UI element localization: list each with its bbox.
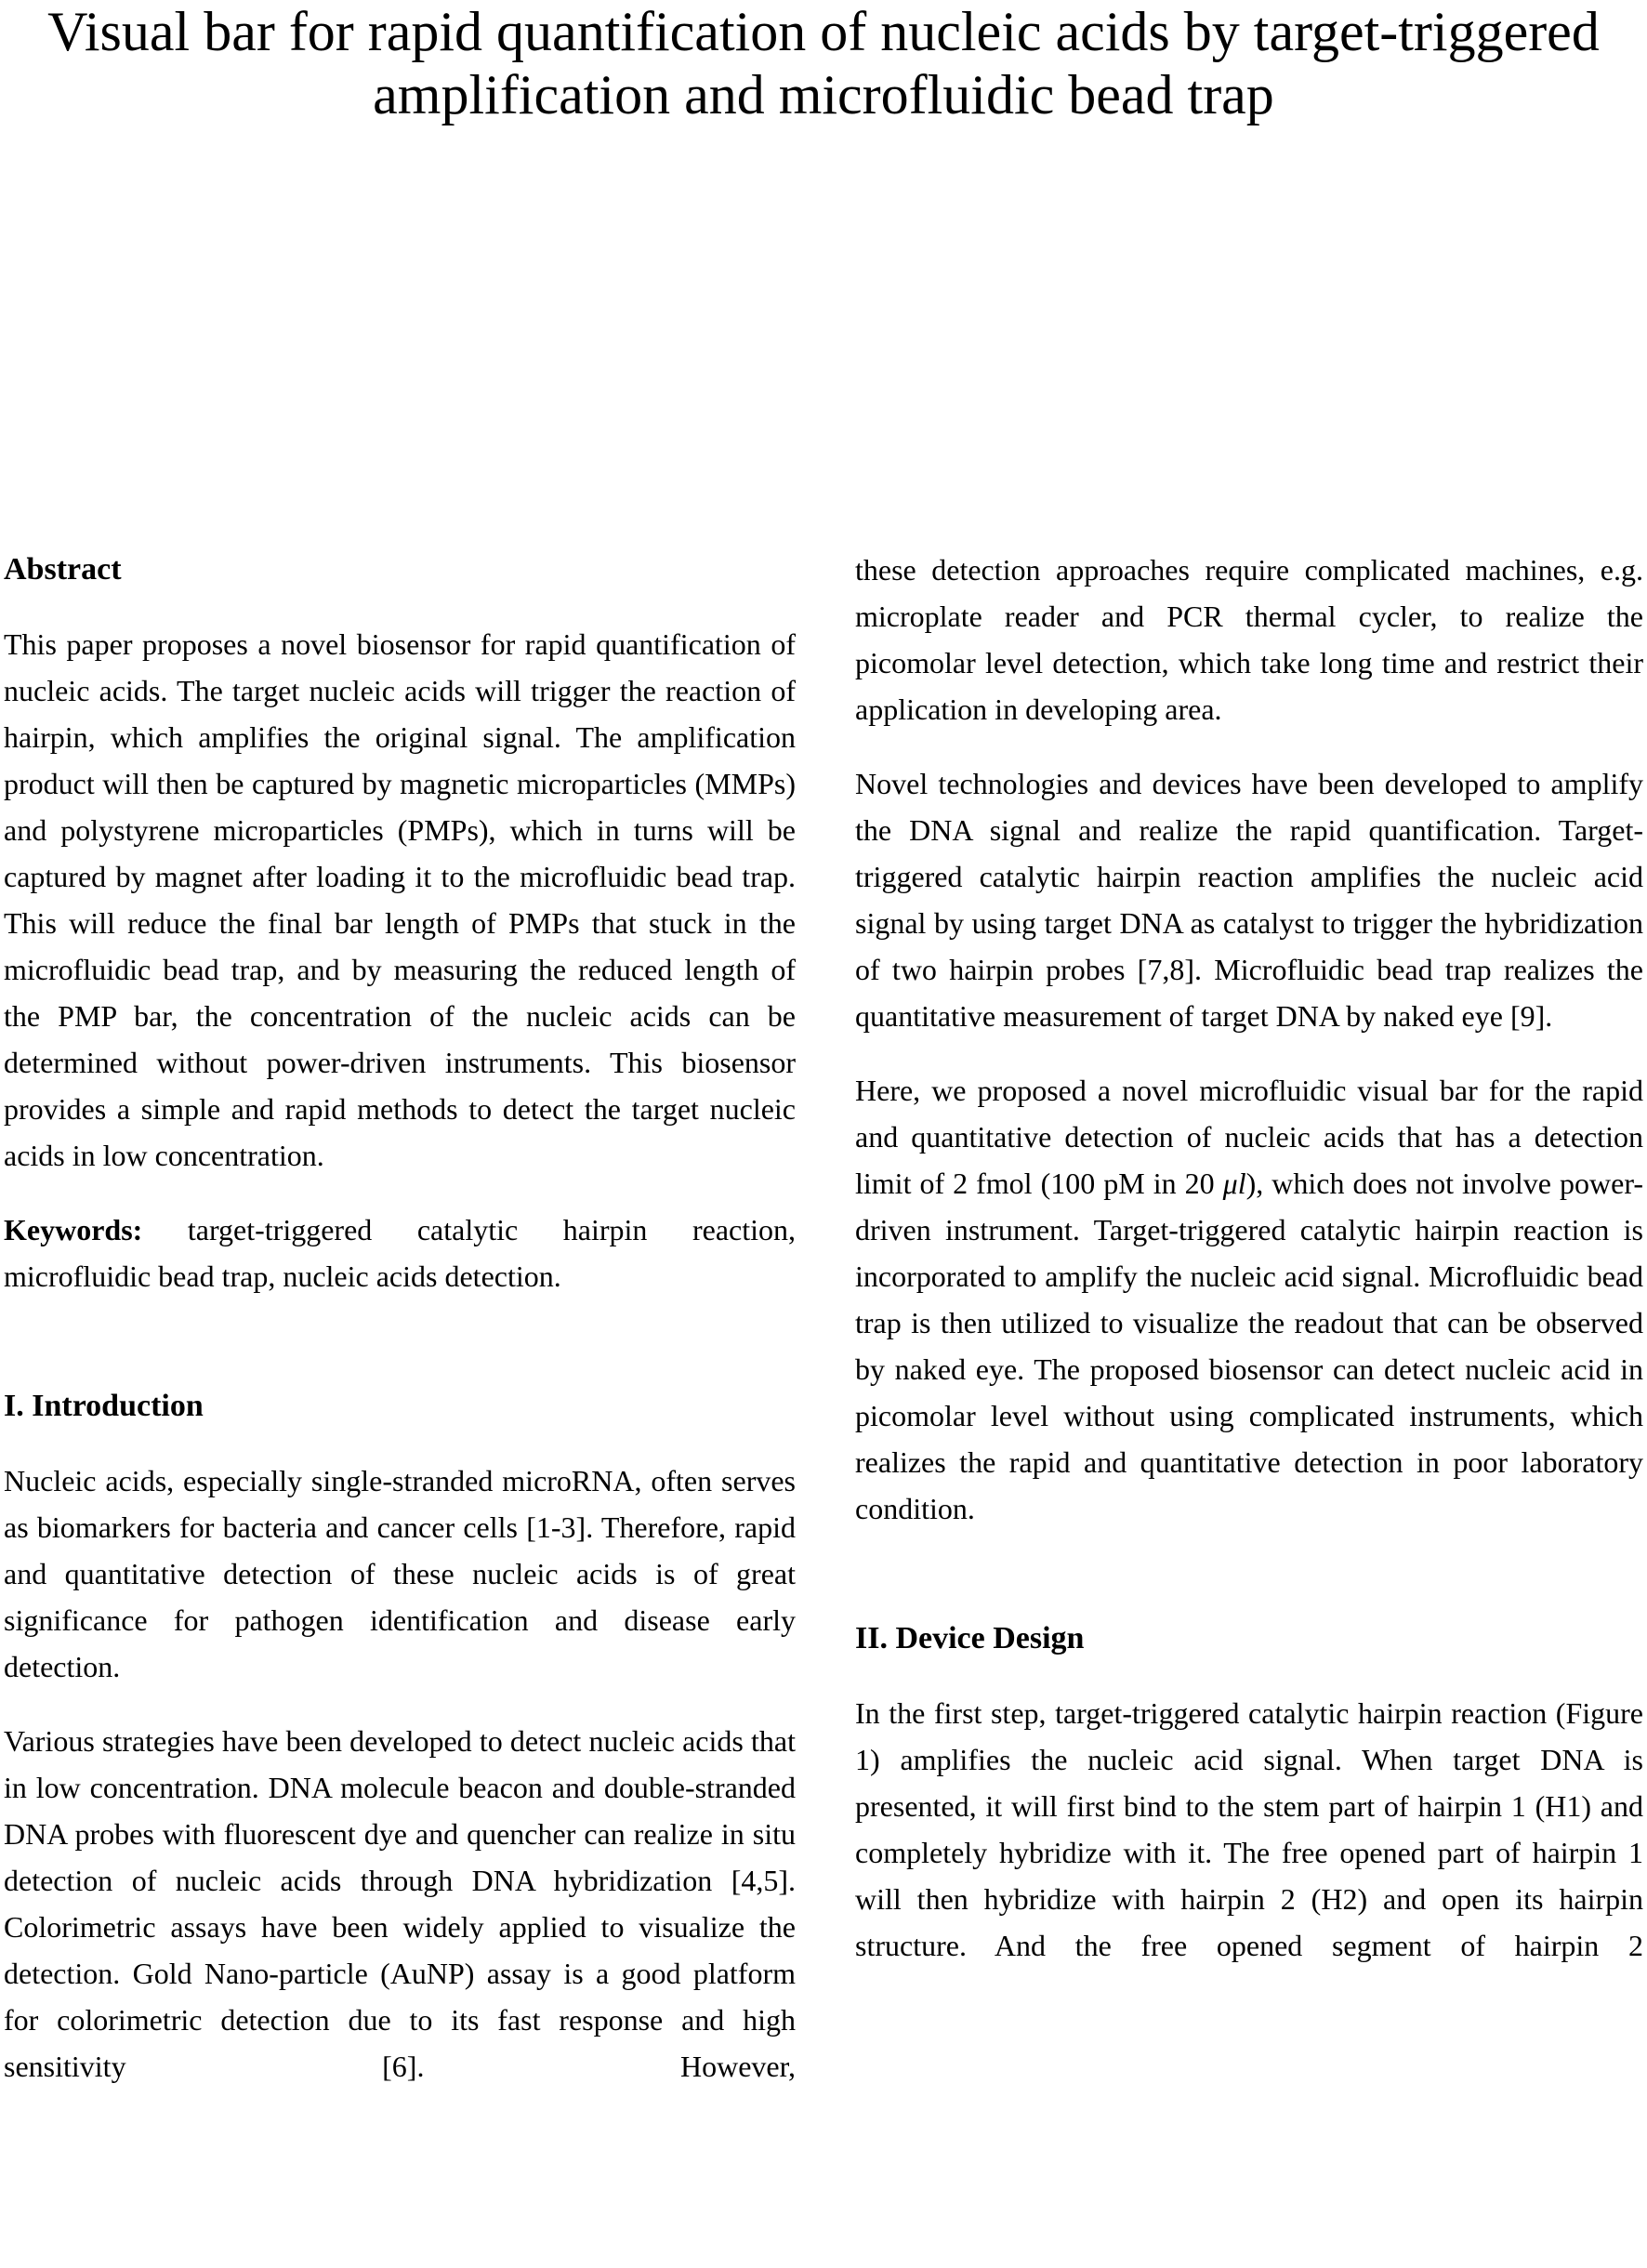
intro-paragraph-2: Various strategies have been developed to detect nucleic acids that in low concentration. DNA molecule beacon and double-stranded DNA probes with fluorescent dye and quencher can realize in situ detection of nucleic acids through DNA hybridization [4,5]. Colorimetric assays have been widely applied to visualize the detection. Gold Nano-particle (AuNP) assay is a good platform for colorimetric detection due to its fast response and high sensitivity [6]. However, bbox=[4, 1724, 796, 2083]
keywords-line bbox=[4, 1207, 796, 1299]
introduction-heading: I. Introduction bbox=[4, 1389, 204, 1423]
intro-paragraph-1: Nucleic acids, especially single-stranded microRNA, often serves as biomarkers for bacteria and cancer cells [1-3]. Therefore, rapid and quantitative detection of these nucleic acids is of great significance for pathogen identification and disease early detection. bbox=[4, 1464, 796, 1683]
page-title-line-2: amplification and microfluidic bead trap bbox=[373, 64, 1274, 125]
proposal-paragraph-post: ), which does not involve power-driven instrument. Target-triggered catalytic hairpin reaction is incorporated to amplify the nucleic acid signal. Microfluidic bead trap is then utilized to visualize the readout that can be observed by naked eye. The proposed biosensor can detect nucleic acid in picomolar level without using complicated instruments, which realizes the rapid and quantitative detection in poor laboratory condition. bbox=[855, 1167, 1644, 1525]
microliter-unit: μl bbox=[1222, 1167, 1246, 1200]
device-paragraph: In the first step, target-triggered catalytic hairpin reaction (Figure 1) amplifies the nucleic acid signal. When target DNA is presented, it will first bind to the stem part of hairpin 1 (H1) and completely hybridize with it. The free opened part of hairpin 1 will then hybridize with hairpin 2 (H2) and open its hairpin structure. And the free opened segment of hairpin 2 bbox=[855, 1696, 1643, 1962]
device-design-heading: II. Device Design bbox=[855, 1621, 1085, 1655]
right-column bbox=[855, 547, 1643, 1997]
page-title bbox=[0, 0, 1647, 126]
proposal-paragraph-pre: Here, we proposed a novel microfluidic visual bar for the rapid and quantitative detection of nucleic acids that has a detection limit of 2 fmol (100 pM in 20 bbox=[855, 1074, 1643, 1200]
left-column bbox=[4, 547, 796, 2117]
proposal-paragraph bbox=[855, 1067, 1643, 1532]
technologies-paragraph: Novel technologies and devices have been developed to amplify the DNA signal and realize the rapid quantification. Target-triggered catalytic hairpin reaction amplifies the nucleic acid signal by using target DNA as catalyst to trigger the hybridization of two hairpin probes [7,8]. Microfluidic bead trap realizes the quantitative measurement of target DNA by naked eye [9]. bbox=[855, 767, 1643, 1033]
continued-paragraph: these detection approaches require complicated machines, e.g. microplate reader and PCR thermal cycler, to realize the picomolar level detection, which take long time and restrict their application in developing area. bbox=[855, 553, 1643, 726]
keywords-text: target-triggered catalytic hairpin reaction, microfluidic bead trap, nucleic acids detection. bbox=[4, 1213, 796, 1293]
abstract-heading: Abstract bbox=[4, 552, 122, 587]
page-title-line-1: Visual bar for rapid quantification of nucleic acids by target-triggered bbox=[47, 1, 1600, 62]
keywords-label: Keywords: bbox=[4, 1213, 143, 1246]
abstract-paragraph: This paper proposes a novel biosensor for rapid quantification of nucleic acids. The target nucleic acids will trigger the reaction of hairpin, which amplifies the original signal. The amplification product will then be captured by magnetic microparticles (MMPs) and polystyrene microparticles (PMPs), which in turns will be captured by magnet after loading it to the microfluidic bead trap. This will reduce the final bar length of PMPs that stuck in the microfluidic bead trap, and by measuring the reduced length of the PMP bar, the concentration of the nucleic acids can be determined without power-driven instruments. This biosensor provides a simple and rapid methods to detect the target nucleic acids in low concentration. bbox=[4, 627, 796, 1172]
